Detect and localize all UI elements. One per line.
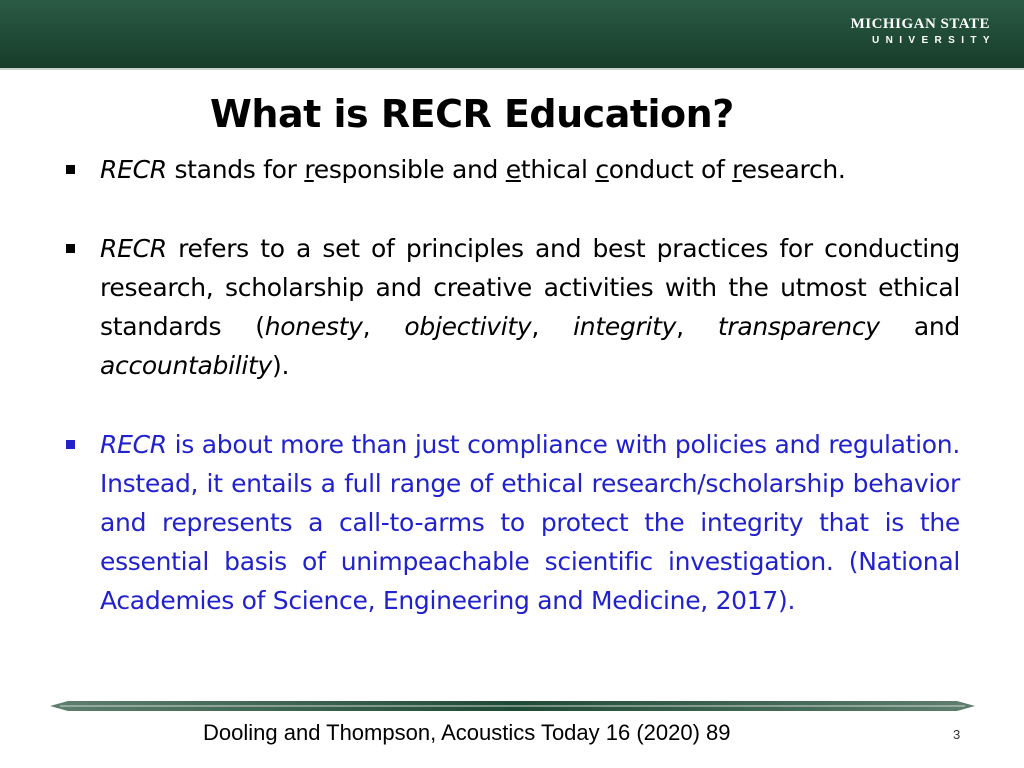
text-span: thical: [520, 155, 596, 184]
text-span: onduct of: [608, 155, 733, 184]
footer-divider: [50, 700, 975, 712]
value-objectivity: objectivity: [404, 312, 532, 341]
recr-term: RECR: [100, 155, 167, 184]
value-honesty: honesty: [264, 312, 363, 341]
logo-wordmark-line1: MICHIGAN STATE: [850, 16, 990, 32]
bullet-item-compliance: [60, 425, 960, 620]
text-span: ).: [272, 351, 290, 380]
bullet-item-definition: [60, 150, 960, 189]
underlined-letter: e: [505, 155, 521, 184]
text-span: ,: [676, 312, 718, 341]
square-bullet-icon: [66, 244, 75, 253]
footer-citation: Dooling and Thompson, Acoustics Today 16 (2020) 89: [203, 720, 731, 745]
text-span: and: [879, 312, 960, 341]
recr-term: RECR: [100, 430, 167, 459]
header-band: [0, 0, 1024, 70]
text-span: is about more than just compliance with policies and regulation. Instead, it entails a full range of ethical research/scholarship behavior and represents a call-to-arms to protect the integrity that is the essential basis of unimpeachable scientific investigation. (National Academies of Science, Engineering and Medicine, 2017).: [100, 430, 960, 615]
bullet-list: [60, 150, 960, 620]
square-bullet-icon: [66, 165, 75, 174]
square-bullet-icon: [66, 440, 75, 449]
value-integrity: integrity: [573, 312, 677, 341]
text-span: ,: [531, 312, 574, 341]
text-span: esearch.: [741, 155, 846, 184]
recr-term: RECR: [100, 234, 167, 263]
underlined-letter: r: [732, 155, 742, 184]
value-transparency: transparency: [717, 312, 880, 341]
logo-wordmark-line2: UNIVERSITY: [871, 35, 996, 46]
bullet-item-principles: [60, 229, 960, 385]
slide-title: What is RECR Education?: [210, 92, 734, 136]
page-number: 3: [953, 727, 961, 742]
text-span: esponsible and: [313, 155, 506, 184]
text-span: ,: [362, 312, 405, 341]
text-span: refers to a set of principles and best practices for conducting research, scholarship and creative activities with the utmost ethical standards (: [100, 234, 960, 341]
text-span: stands for: [166, 155, 305, 184]
msu-logo: [850, 16, 996, 48]
underlined-letter: c: [595, 155, 609, 184]
value-accountability: accountability: [100, 351, 273, 380]
underlined-letter: r: [304, 155, 314, 184]
